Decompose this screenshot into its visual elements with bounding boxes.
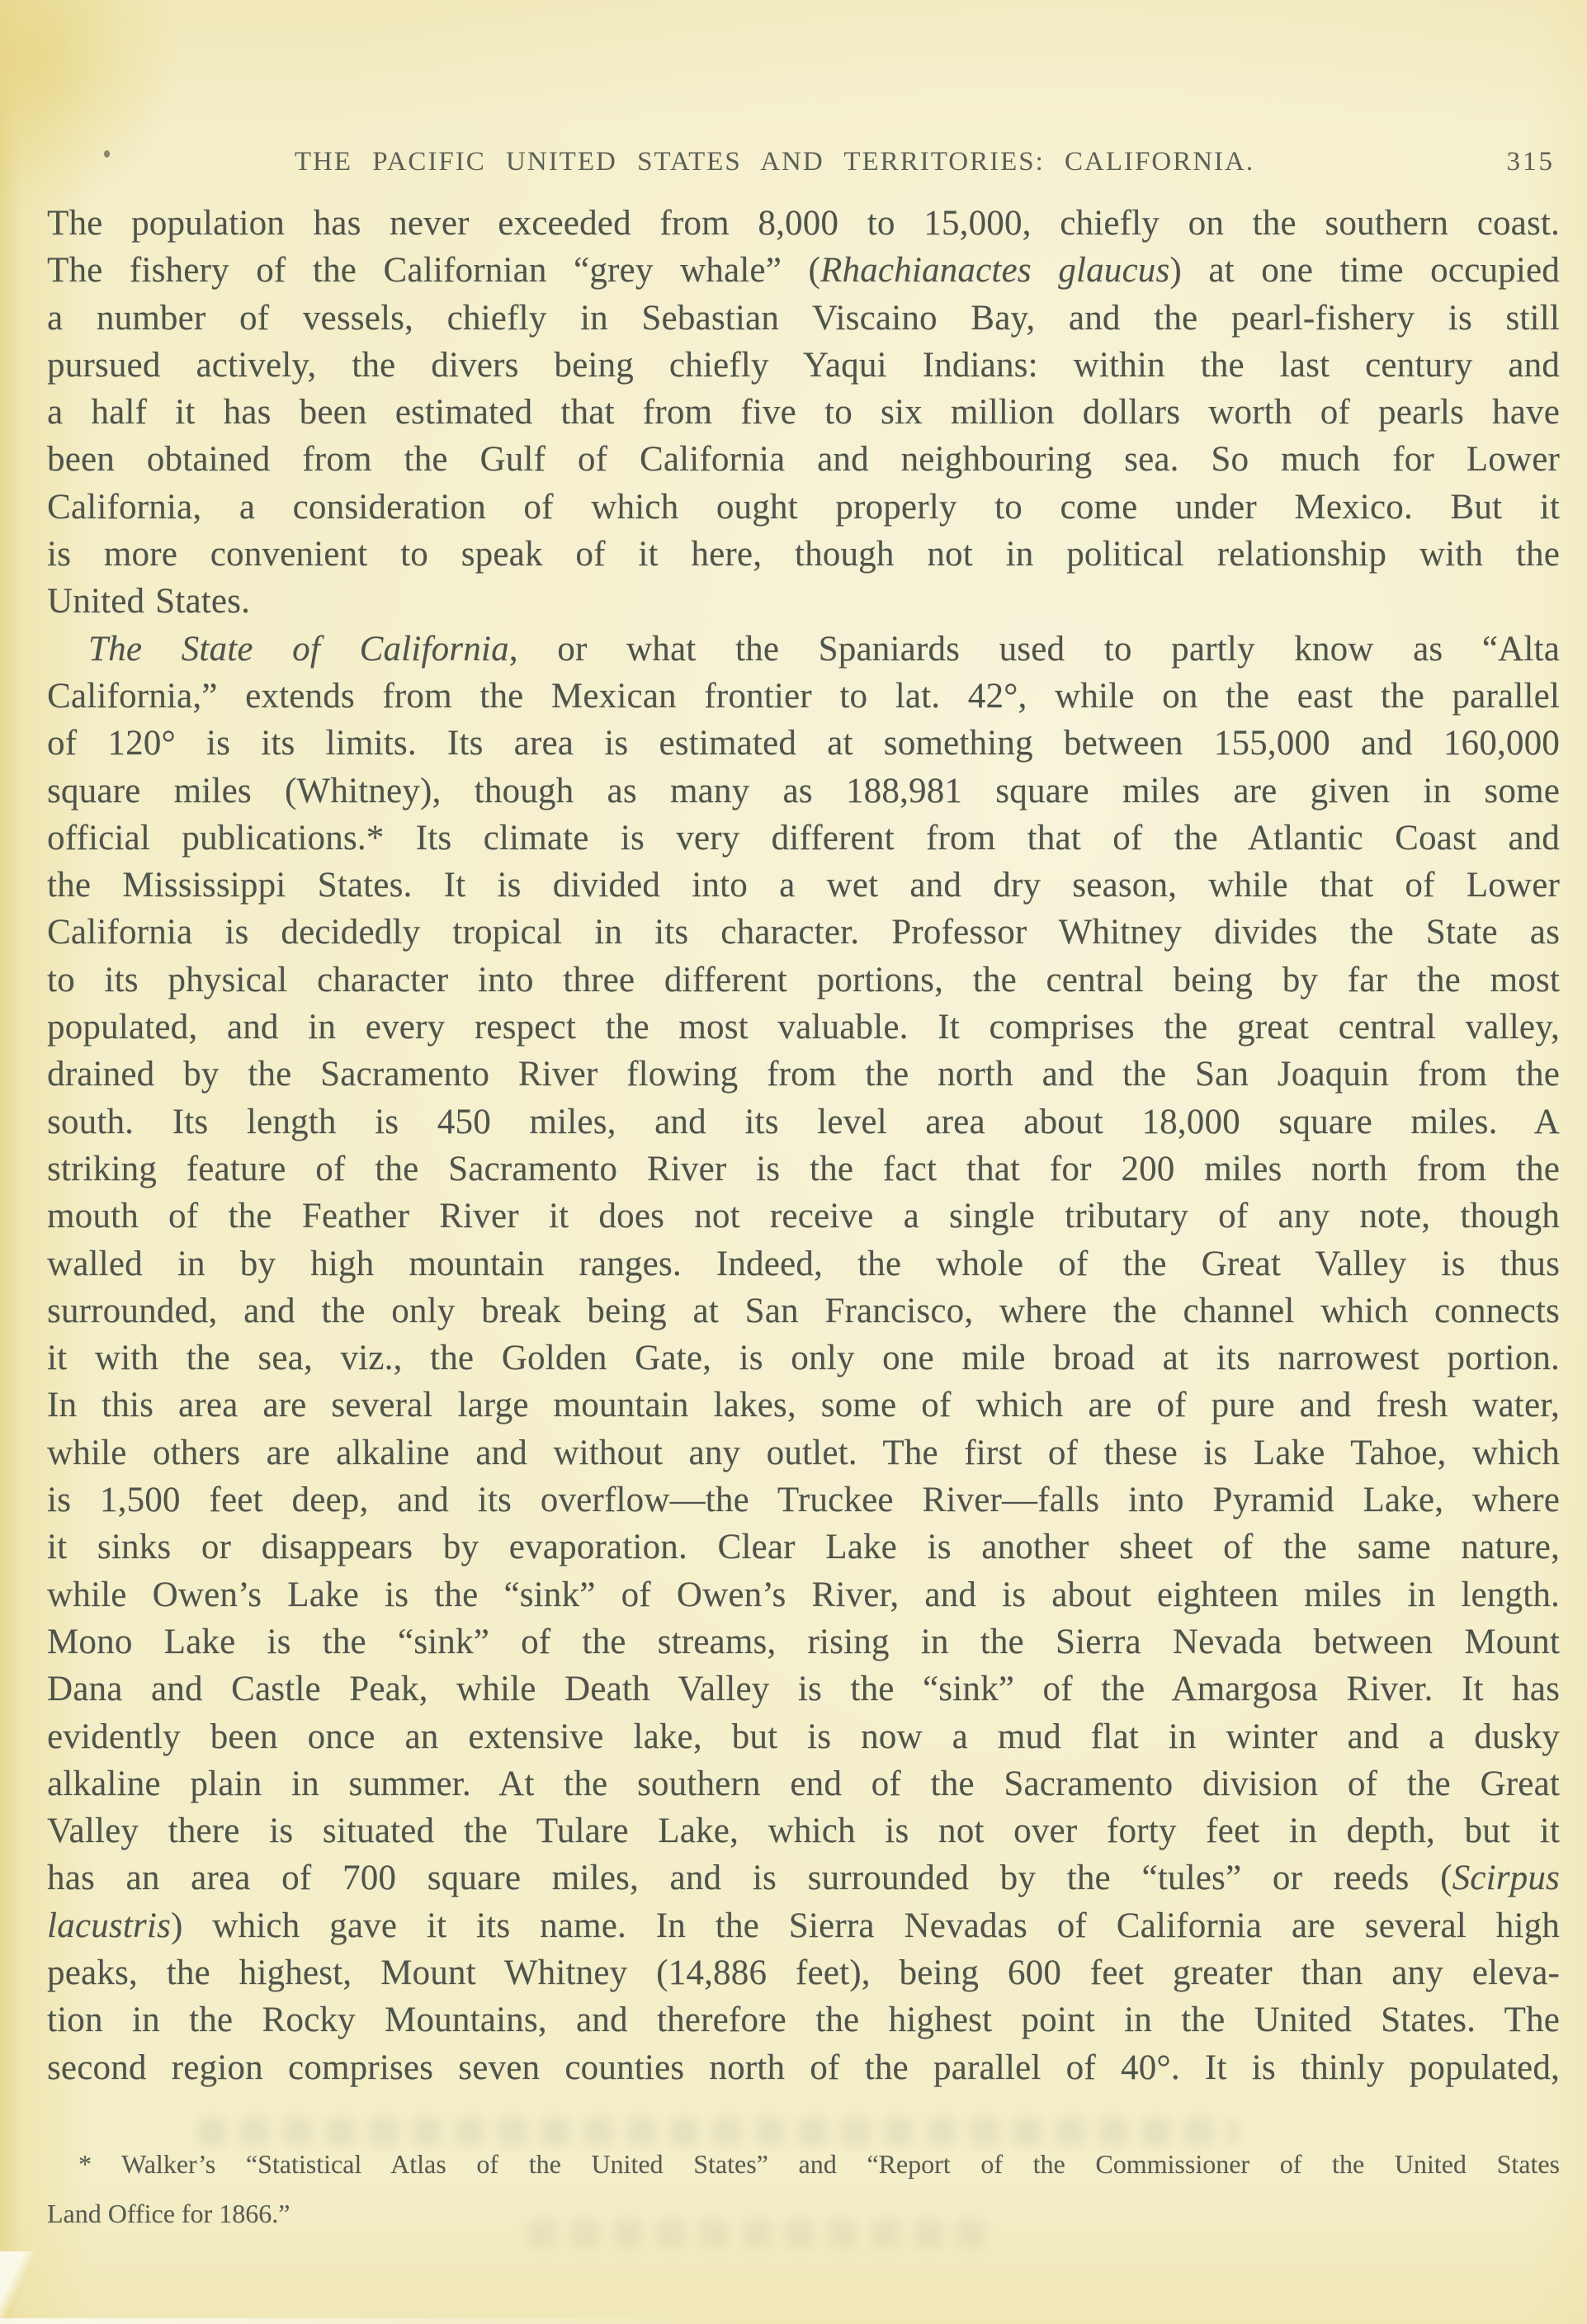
- body-text: [47, 200, 1560, 2091]
- text-line: [47, 2189, 1560, 2238]
- scan-corner-artifact: [0, 2251, 38, 2324]
- text-segment: striking feature of the Sacramento River is the fact that for 200 miles north from the: [47, 1149, 1560, 1188]
- text-line: [47, 247, 1560, 294]
- text-line: [47, 1240, 1560, 1287]
- text-line: [47, 1287, 1560, 1334]
- text-segment: drained by the Sacramento River flowing from the north and the San Joaquin from the: [47, 1055, 1560, 1094]
- text-segment: Valley there is situated the Tulare Lake, which is not over forty feet in depth, but it: [47, 1811, 1560, 1851]
- text-segment: Dana and Castle Peak, while Death Valley is the “sink” of the Amargosa River. It has: [47, 1670, 1560, 1709]
- text-line: [47, 1854, 1560, 1901]
- text-segment: California, a consideration of which ought properly to come under Mexico. But it: [47, 487, 1560, 527]
- text-segment: pursued actively, the divers being chiefly Yaqui Indians: within the last century and: [47, 345, 1560, 385]
- text-segment: The population has never exceeded from 8,000 to 15,000, chiefly on the southern coast.: [47, 204, 1560, 243]
- text-segment: has an area of 700 square miles, and is surrounded by the “tules” or reeds (: [47, 1859, 1452, 1898]
- text-line: [47, 295, 1560, 342]
- text-segment: official publications.* Its climate is very different from that of the Atlantic Coast and: [47, 818, 1560, 857]
- text-line: [47, 1760, 1560, 1807]
- text-segment: square miles (Whitney), though as many as 188,981 square miles are given in some: [47, 771, 1560, 810]
- text-segment: while Owen’s Lake is the “sink” of Owen’s River, and is about eighteen miles in length.: [47, 1575, 1560, 1614]
- scan-speck: [104, 150, 110, 158]
- text-line: [47, 389, 1560, 436]
- text-line: [47, 484, 1560, 531]
- italic-text: Scirpus: [1452, 1859, 1560, 1898]
- text-line: [47, 531, 1560, 578]
- scan-edge-artifact: [0, 2318, 743, 2324]
- text-line: [47, 200, 1560, 247]
- paragraph: [47, 626, 1560, 2091]
- running-header-title: THE PACIFIC UNITED STATES AND TERRITORIES: CALIFORNIA.: [294, 147, 1255, 177]
- paragraph: [47, 200, 1560, 626]
- text-line: [47, 1996, 1560, 2043]
- text-line: [47, 1193, 1560, 1240]
- text-segment: south. Its length is 450 miles, and its level area about 18,000 square miles. A: [47, 1102, 1560, 1141]
- text-segment: * Walker’s “Statistical Atlas of the United States” and “Report of the Commissioner of the United States: [78, 2149, 1560, 2179]
- text-line: [47, 2139, 1560, 2189]
- text-segment: while others are alkaline and without any outlet. The first of these is Lake Tahoe, which: [47, 1433, 1560, 1472]
- text-line: [47, 1429, 1560, 1476]
- text-line: [47, 957, 1560, 1004]
- text-line: [47, 578, 1560, 625]
- text-line: [47, 1902, 1560, 1949]
- text-segment: alkaline plain in summer. At the southern end of the Sacramento division of the Great: [47, 1764, 1560, 1803]
- text-segment: surrounded, and the only break being at San Francisco, where the channel which connects: [47, 1291, 1560, 1330]
- text-line: [47, 1004, 1560, 1051]
- text-line: [47, 1098, 1560, 1145]
- text-line: [47, 1713, 1560, 1760]
- text-segment: it with the sea, viz., the Golden Gate, is only one mile broad at its narrowest portion.: [47, 1339, 1560, 1378]
- text-segment: is more convenient to speak of it here, though not in political relationship with the: [47, 535, 1560, 574]
- page-number: 315: [1506, 147, 1555, 177]
- text-line: [47, 1051, 1560, 1098]
- text-segment: a half it has been estimated that from five to six million dollars worth of pearls have: [47, 393, 1560, 432]
- text-segment: evidently been once an extensive lake, but is now a mud flat in winter and a dusky: [47, 1717, 1560, 1756]
- text-line: [47, 626, 1560, 673]
- text-line: [47, 1145, 1560, 1193]
- text-line: [47, 1334, 1560, 1382]
- text-segment: is 1,500 feet deep, and its overflow—the Truckee River—falls into Pyramid Lake, where: [47, 1481, 1560, 1520]
- text-line: [47, 1949, 1560, 1996]
- footnote: [47, 2139, 1560, 2238]
- text-segment: of 120° is its limits. Its area is estimated at something between 155,000 and 160,000: [47, 724, 1560, 763]
- text-segment: mouth of the Feather River it does not receive a single tributary of any note, though: [47, 1197, 1560, 1236]
- text-segment: been obtained from the Gulf of California and neighbouring sea. So much for Lower: [47, 440, 1560, 479]
- text-segment: In this area are several large mountain lakes, some of which are of pure and fresh water,: [47, 1386, 1560, 1425]
- text-line: [47, 1571, 1560, 1618]
- text-segment: The fishery of the Californian “grey whale” (: [47, 251, 820, 290]
- text-line: [47, 815, 1560, 862]
- text-segment: a number of vessels, chiefly in Sebastian Viscaino Bay, and the pearl-fishery is still: [47, 298, 1560, 338]
- text-segment: ) which gave it its name. In the Sierra Nevadas of California are several high: [170, 1906, 1560, 1945]
- text-segment: populated, and in every respect the most valuable. It comprises the great central valley,: [47, 1008, 1560, 1047]
- text-segment: California is decidedly tropical in its character. Professor Whitney divides the State as: [47, 913, 1560, 952]
- text-line: [47, 1382, 1560, 1429]
- text-segment: to its physical character into three different portions, the central being by far the most: [47, 960, 1560, 999]
- text-segment: Land Office for 1866.”: [47, 2199, 290, 2228]
- text-line: [47, 1618, 1560, 1665]
- text-line: [47, 2044, 1560, 2091]
- text-line: [47, 1523, 1560, 1571]
- text-segment: tion in the Rocky Mountains, and therefore the highest point in the United States. The: [47, 2000, 1560, 2040]
- text-segment: United States.: [47, 582, 251, 621]
- text-segment: walled in by high mountain ranges. Indeed, the whole of the Great Valley is thus: [47, 1244, 1560, 1283]
- text-line: [47, 909, 1560, 956]
- text-line: [47, 768, 1560, 815]
- text-line: [47, 436, 1560, 483]
- text-line: [47, 862, 1560, 909]
- text-line: [47, 720, 1560, 767]
- italic-text: The State of California: [88, 629, 509, 668]
- italic-text: lacustris: [47, 1906, 171, 1945]
- text-segment: California,” extends from the Mexican frontier to lat. 42°, while on the east the parallel: [47, 676, 1560, 716]
- text-line: [47, 673, 1560, 720]
- text-segment: the Mississippi States. It is divided into a wet and dry season, while that of Lower: [47, 866, 1560, 905]
- text-segment: Mono Lake is the “sink” of the streams, rising in the Sierra Nevada between Mount: [47, 1622, 1560, 1661]
- italic-text: Rhachianactes glaucus: [819, 251, 1170, 290]
- text-line: [47, 342, 1560, 389]
- text-segment: peaks, the highest, Mount Whitney (14,886 feet), being 600 feet greater than any eleva-: [47, 1953, 1560, 1992]
- text-segment: second region comprises seven counties north of the parallel of 40°. It is thinly populated,: [47, 2048, 1560, 2087]
- text-segment: , or what the Spaniards used to partly know as “Alta: [508, 629, 1560, 668]
- running-header: [47, 145, 1560, 180]
- text-line: [47, 1807, 1560, 1854]
- text-line: [47, 1665, 1560, 1712]
- text-segment: it sinks or disappears by evaporation. Clear Lake is another sheet of the same nature,: [47, 1528, 1560, 1567]
- text-line: [47, 1476, 1560, 1523]
- text-segment: ) at one time occupied: [1169, 251, 1560, 290]
